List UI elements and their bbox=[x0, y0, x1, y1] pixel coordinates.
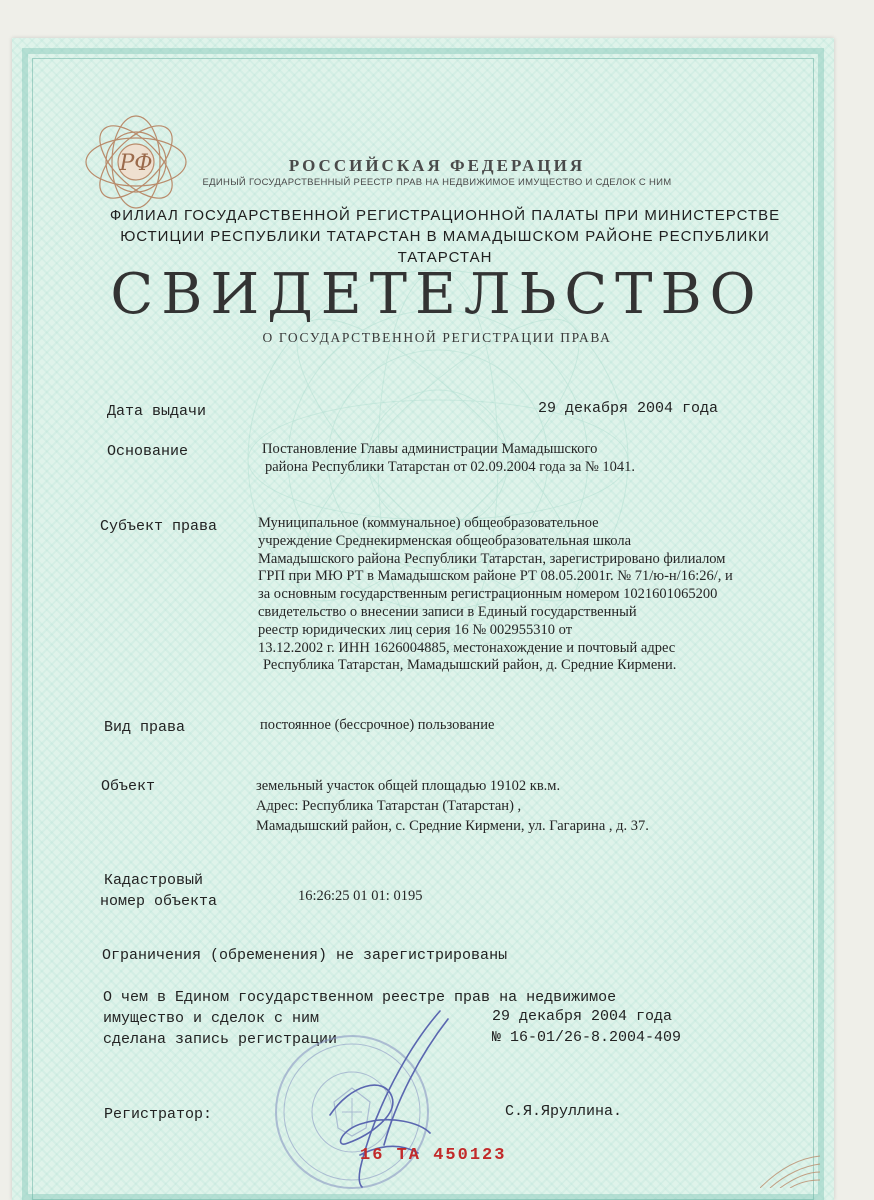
object-line: Мамадышский район, с. Средние Кирмени, ул. Гагарина , д. 37. bbox=[256, 818, 649, 834]
cadastral-label-line: Кадастровый bbox=[104, 872, 204, 889]
registry-heading: ЕДИНЫЙ ГОСУДАРСТВЕННЫЙ РЕЕСТР ПРАВ НА НЕДВИЖИМОЕ ИМУЩЕСТВО И СДЕЛОК С НИМ bbox=[202, 177, 672, 188]
subject-line: учреждение Среднекирменская общеобразовательная школа bbox=[258, 532, 632, 549]
subject-line: свидетельство о внесении записи в Единый государственный bbox=[258, 603, 637, 620]
object-line: Адрес: Республика Татарстан (Татарстан) , bbox=[256, 798, 522, 814]
registry-record-line: О чем в Едином государственном реестре прав на недвижимое bbox=[103, 989, 617, 1006]
basis-label: Основание bbox=[107, 443, 189, 460]
subject-line: реестр юридических лиц серия 16 № 002955310 от bbox=[258, 621, 573, 638]
certificate-title: СВИДЕТЕЛЬСТВО bbox=[110, 262, 764, 327]
object-label: Объект bbox=[101, 778, 156, 795]
registry-record-line: сделана запись регистрации bbox=[103, 1031, 338, 1048]
subject-label: Субъект права bbox=[100, 518, 218, 535]
cadastral-label-line: номер объекта bbox=[100, 893, 218, 910]
registrar-name: С.Я.Яруллина. bbox=[505, 1103, 623, 1120]
branch-heading: ФИЛИАЛ ГОСУДАРСТВЕННОЙ РЕГИСТРАЦИОННОЙ ПАЛАТЫ ПРИ МИНИСТЕРСТВЕ ЮСТИЦИИ РЕСПУБЛИКИ ТАТАРСТАН В МАМАДЫШСКОМ РАЙОНЕ РЕСПУБЛИКИ ТАТАРСТАН bbox=[109, 207, 781, 266]
issue-date-label: Дата выдачи bbox=[107, 403, 207, 420]
registry-record-number: № 16-01/26-8.2004-409 bbox=[492, 1029, 682, 1046]
basis-text bbox=[262, 441, 635, 477]
basis-line: Постановление Главы администрации Мамадышского bbox=[262, 441, 598, 457]
issue-date-value: 29 декабря 2004 года bbox=[538, 400, 719, 417]
country-heading: РОССИЙСКАЯ ФЕДЕРАЦИЯ bbox=[288, 156, 586, 175]
subject-line: Республика Татарстан, Мамадышский район, д. Средние Кирмени. bbox=[263, 657, 677, 674]
subject-line: за основным государственным регистрационным номером 1021601065200 bbox=[258, 586, 718, 603]
subject-line: Муниципальное (коммунальное) общеобразовательное bbox=[258, 515, 599, 531]
certificate-subtitle: О ГОСУДАРСТВЕННОЙ РЕГИСТРАЦИИ ПРАВА bbox=[262, 330, 612, 345]
restrictions-text: Ограничения (обременения) не зарегистрированы bbox=[102, 947, 508, 964]
subject-line: Мамадышского района Республики Татарстан, зарегистрировано филиалом bbox=[258, 550, 726, 567]
cadastral-number: 16:26:25 01 01: 0195 bbox=[298, 888, 423, 904]
subject-text bbox=[258, 515, 733, 675]
basis-line: района Республики Татарстан от 02.09.2004 года за № 1041. bbox=[265, 458, 636, 475]
right-type-value: постоянное (бессрочное) пользование bbox=[260, 717, 495, 733]
subject-line: 13.12.2002 г. ИНН 1626004885, местонахождение и почтовый адрес bbox=[258, 639, 676, 656]
object-text bbox=[256, 776, 649, 836]
subject-line: ГРП при МЮ РТ в Мамадышском районе РТ 08.05.2001г. № 71/ю-н/16:26/, и bbox=[258, 568, 733, 585]
object-line: земельный участок общей площадью 19102 кв.м. bbox=[256, 778, 561, 794]
registrar-signature-icon bbox=[300, 1005, 480, 1195]
corner-watermark-icon bbox=[760, 1128, 820, 1188]
registry-record-line: имущество и сделок с ним bbox=[103, 1010, 320, 1027]
emblem-monogram: РФ bbox=[119, 151, 153, 176]
cadastral-label bbox=[100, 870, 218, 912]
registry-record-date: 29 декабря 2004 года bbox=[492, 1008, 673, 1025]
serial-number: 16 ТА 450123 bbox=[360, 1146, 507, 1165]
right-type-label: Вид права bbox=[104, 719, 186, 736]
registrar-label: Регистратор: bbox=[104, 1106, 213, 1123]
